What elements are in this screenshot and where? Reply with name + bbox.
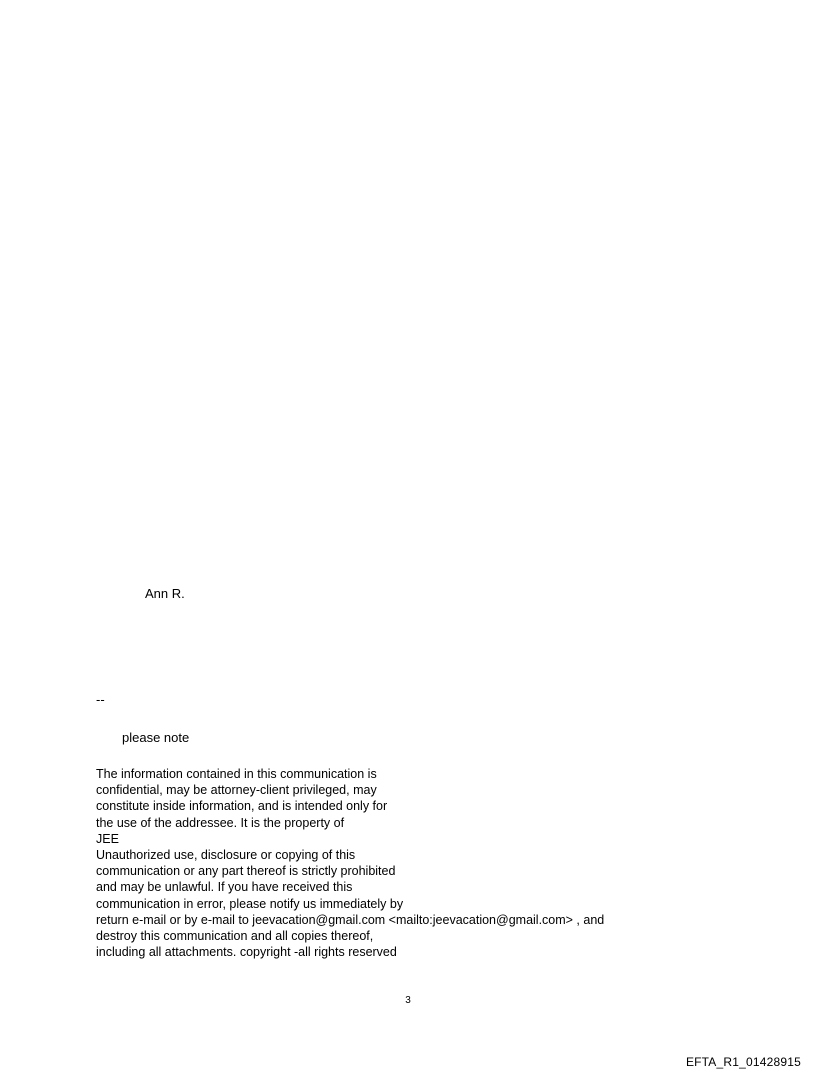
disclaimer-line: communication in error, please notify us immediately by [96, 896, 404, 911]
disclaimer-line: Unauthorized use, disclosure or copying of this [96, 848, 356, 863]
disclaimer-line: and may be unlawful. If you have received this [96, 880, 353, 895]
signature-separator: -- [96, 692, 105, 707]
disclaimer-line: JEE [96, 831, 119, 846]
page-number: 3 [405, 995, 411, 1006]
disclaimer-line: confidential, may be attorney-client privileged, may [96, 783, 377, 798]
bates-number: EFTA_R1_01428915 [685, 1055, 801, 1069]
disclaimer-line: constitute inside information, and is intended only for [96, 799, 388, 814]
confidentiality-disclaimer [96, 766, 696, 960]
disclaimer-line: communication or any part thereof is strictly prohibited [96, 864, 396, 879]
disclaimer-line: The information contained in this communication is [96, 767, 377, 781]
signature-name: Ann R. [145, 586, 185, 601]
note-heading: please note [122, 730, 190, 745]
disclaimer-line: the use of the addressee. It is the property of [96, 815, 345, 830]
disclaimer-line: including all attachments. copyright -all rights reserved [96, 945, 397, 960]
disclaimer-line: return e-mail or by e-mail to jeevacation@gmail.com <mailto:jeevacation@gmail.com> , and [96, 912, 605, 927]
disclaimer-line: destroy this communication and all copies thereof, [96, 929, 374, 944]
